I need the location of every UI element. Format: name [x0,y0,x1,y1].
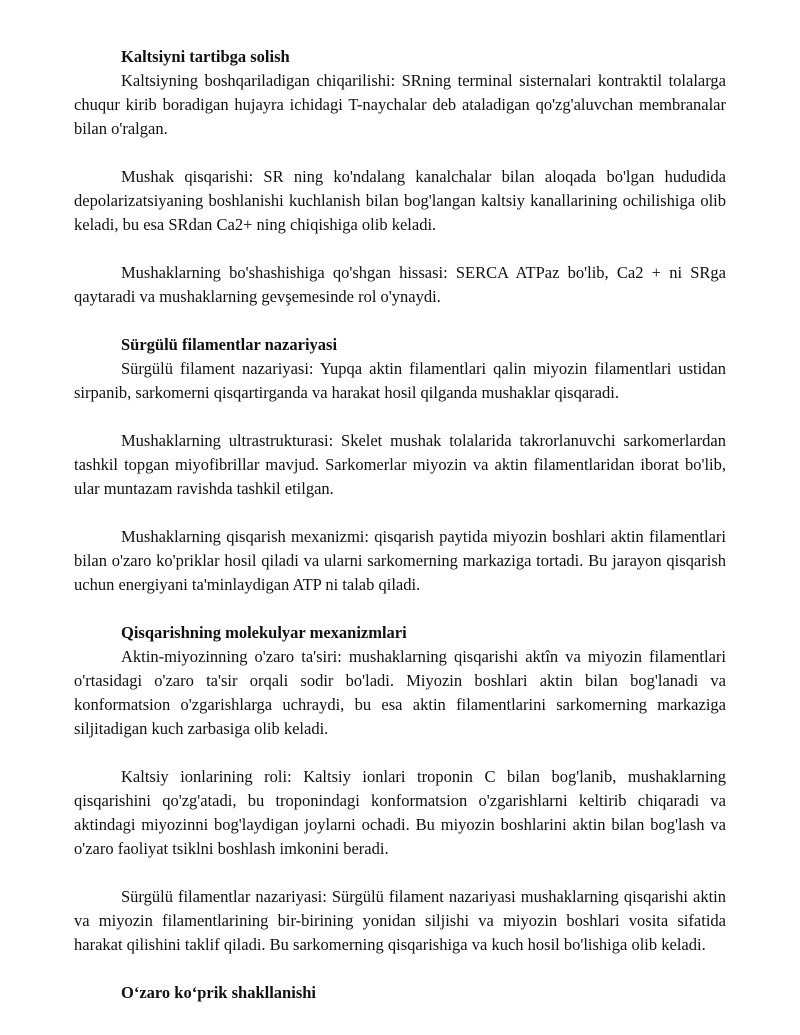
section-heading-cross-bridge-formation: O‘zaro ko‘prik shakllanishi [121,983,316,1002]
paragraph-muscle-relaxation: Mushaklarning bo'shashishiga qo'shgan hissasi: SERCA ATPaz bo'lib, Ca2 + ni SRga qaytaradi va mushaklarning gevşemesinde rol o'ynaydi. [74,263,726,306]
paragraph-muscle-ultrastructure: Mushaklarning ultrastrukturasi: Skelet mushak tolalarida takrorlanuvchi sarkomerlardan tashkil topgan miyofibrillar mavjud. Sarkomerlar miyozin va aktin filamentlaridan iborat bo'lib, ular muntazam ravishda tashkil etilgan. [74,431,726,498]
section-heading-sliding-filament-theory: Sürgülü filamentlar nazariyasi [121,335,338,354]
paragraph-controlled-calcium-release: Kaltsiyning boshqariladigan chiqarilishi: SRning terminal sisternalari kontraktil tolalarga chuqur kirib boradigan hujayra ichidagi T-naychalar deb ataladigan qo'zg'aluvchan membranalar bilan o'ralgan. [74,71,726,138]
paragraph-calcium-ions-role: Kaltsiy ionlarining roli: Kaltsiy ionlari troponin C bilan bog'lanib, mushaklarning qisqarishini qo'zg'atadi, bu troponindagi konformatsion o'zgarishlarni keltirib chiqaradi va aktindagi miyozinni bog'laydigan joylarni ochadi. Bu miyozin boshlarini aktin bilan bog'lash va o'zaro faoliyat tsiklni boshlash imkonini beradi. [74,767,726,858]
paragraph-sliding-filaments: Sürgülü filamentlar nazariyasi: Sürgülü filament nazariyasi mushaklarning qisqarishi aktin va miyozin filamentlarining bir-birining yonidan siljishi va miyozin boshlari vosita sifatida harakat qilishini taklif qiladi. Bu sarkomerning qisqarishiga va kuch hosil bo'lishiga olib keladi. [74,887,726,954]
paragraph-muscle-contraction: Mushak qisqarishi: SR ning ko'ndalang kanalchalar bilan aloqada bo'lgan hududida depolarizatsiyaning boshlanishi kuchlanish bilan bog'langan kaltsiy kanallarining ochilishiga olib keladi, bu esa SRdan Ca2+ ning chiqishiga olib keladi. [74,167,726,234]
section-heading-molecular-mechanisms: Qisqarishning molekulyar mexanizmlari [121,623,407,642]
paragraph-actin-myosin-interaction: Aktin-miyozinning o'zaro ta'siri: mushaklarning qisqarishi aktîn va miyozin filamentlari o'rtasidagi o'zaro ta'sir orqali sodir bo'ladi. Miyozin boshlari aktin bilan bog'lanadi va konformatsion o'zgarishlarga uchraydi, bu esa aktin filamentlarini sarkomerning markaziga siljitadigan kuch zarbasiga olib keladi. [74,647,726,738]
paragraph-sliding-filament-theory: Sürgülü filament nazariyasi: Yupqa aktin filamentlari qalin miyozin filamentlari ustidan sirpanib, sarkomerni qisqartirganda va harakat hosil qilganda mushaklar qisqaradi. [74,359,726,402]
section-heading-calcium-regulation: Kaltsiyni tartibga solish [121,47,290,66]
paragraph-contraction-mechanism: Mushaklarning qisqarish mexanizmi: qisqarish paytida miyozin boshlari aktin filamentlari bilan o'zaro ko'priklar hosil qiladi va ularni sarkomerning markaziga tortadi. Bu jarayon qisqarish uchun energiyani ta'minlaydigan ATP ni talab qiladi. [74,527,726,594]
